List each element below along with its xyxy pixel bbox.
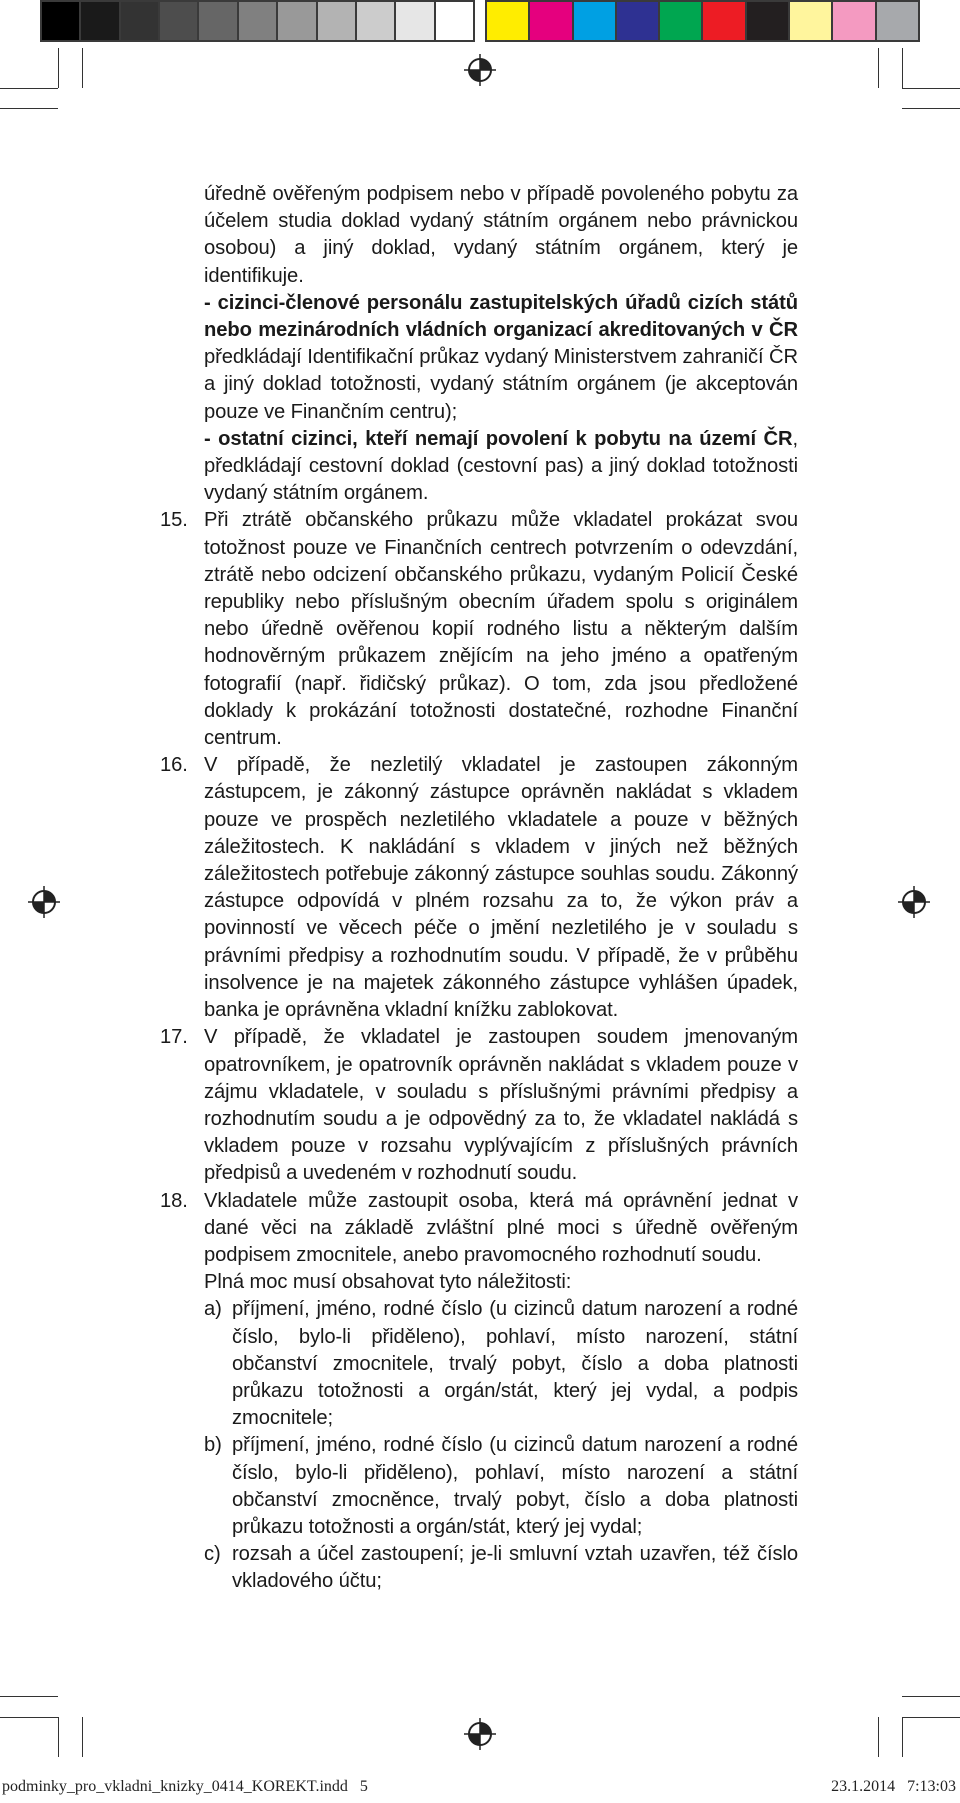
gray-swatch <box>239 2 278 40</box>
crop-mark <box>0 1717 58 1718</box>
color-calibration-bar <box>40 0 920 42</box>
gray-swatch <box>436 2 473 40</box>
item-text: V případě, že nezletilý vkladatel je zastoupen zákonným zástupcem, je zákonný zástupce oprávněn nakládat s vkladem pouze ve prospěch nezletilého vkladatele a pouze v běžných záležitostech. K nakládání s vkladem v jiných než běžných záležitostech potřebuje zákonný zástupce souhlas soudu. Zákonný zástupce odpovídá v plném rozsahu za to, že výkon práv a povinností ve věcech péče o jmění nezletilého je v souladu s právními předpisy a rozhodnutím soudu. V případě, že v průběhu insolvence je na majetek zákonného zástupce vyhlášen úpadek, banka je oprávněna vkladní knížku zablokovat. <box>204 754 798 1022</box>
item-number: 15. <box>160 509 188 532</box>
crop-mark <box>0 108 58 109</box>
registration-mark-icon <box>898 886 930 918</box>
poa-item-text: rozsah a účel zastoupení; je-li smluvní vztah uzavřen, též číslo vkladového účtu; <box>232 1543 798 1593</box>
gray-swatch <box>160 2 199 40</box>
crop-mark <box>0 88 58 89</box>
item-number: 16. <box>160 754 188 777</box>
poa-item <box>204 1296 798 1432</box>
color-swatch <box>487 2 530 40</box>
gray-swatch <box>357 2 396 40</box>
crop-mark <box>902 1696 960 1697</box>
item-number: 18. <box>160 1189 188 1212</box>
poa-heading: Plná moc musí obsahovat tyto náležitosti: <box>204 1271 572 1294</box>
poa-item-label: a) <box>204 1298 222 1321</box>
process-colors <box>485 0 920 42</box>
poa-item <box>204 1541 798 1595</box>
list-item <box>160 1024 798 1187</box>
item-text: Vkladatele může zastoupit osoba, která má oprávnění jednat v dané věci na základě zvláštní plné moci s úředně ověřeným podpisem zmocnitele, anebo pravomocného rozhodnutí soudu. <box>204 1189 798 1266</box>
poa-item-label: b) <box>204 1434 222 1457</box>
poa-item-text: příjmení, jméno, rodné číslo (u cizinců datum narození a rodné číslo, bylo-li přiděleno), pohlaví, místo narození, státní občanství zmocnitele, trvalý pobyt, číslo a doba platnosti průkazu totožnosti a orgán/stát, který jej vydal, a podpis zmocnitele; <box>232 1298 798 1430</box>
poa-item <box>204 1432 798 1541</box>
gray-swatch <box>81 2 120 40</box>
bullet-diplomats-text: předkládají Identifikační průkaz vydaný Ministerstvem zahraničí ČR a jiný doklad totožnosti, vydaný státním orgánem (je akceptován pouze ve Finančním centru); <box>204 346 798 423</box>
color-swatch <box>660 2 703 40</box>
crop-mark <box>902 108 960 109</box>
list-item <box>160 752 798 1024</box>
color-swatch <box>703 2 746 40</box>
color-swatch <box>877 2 918 40</box>
crop-mark <box>902 1717 960 1718</box>
bullet-diplomats <box>204 290 798 426</box>
color-swatch <box>790 2 833 40</box>
crop-mark <box>902 48 903 88</box>
bullet-other-bold: - ostatní cizinci, kteří nemají povolení k pobytu na území ČR <box>204 427 793 450</box>
item-text: Při ztrátě občanského průkazu může vkladatel prokázat svou totožnost pouze ve Finančních centrech potvrzením o odevzdání, ztrátě nebo odcizení občanského průkazu, vydaným Policií České republiky nebo příslušným obecním úřadem spolu s originálem nebo úředně ověřenou kopií rodného listu a některým dalším hodnověrným průkazem znějícím na jeho jméno a opatřeným fotografií (např. řidičský průkaz). O tom, zda jsou předložené doklady k prokázání totožnosti dostatečné, rozhodne Finanční centrum. <box>204 509 798 750</box>
crop-mark <box>902 88 960 89</box>
bullet-other-text: , předkládají cestovní doklad (cestovní pas) a jiný doklad totožnosti vydaný státním orgánem. <box>204 427 798 505</box>
color-swatch <box>833 2 876 40</box>
poa-item-label: c) <box>204 1543 221 1566</box>
registration-mark-icon <box>28 886 60 918</box>
bullet-diplomats-bold: - cizinci-členové personálu zastupitelských úřadů cizích států nebo mezinárodních vládních organizací akreditovaných v ČR <box>204 291 798 342</box>
list-item <box>160 507 798 752</box>
slug-filename: podminky_pro_vkladni_knizky_0414_KOREKT.indd 5 <box>2 1778 368 1795</box>
gray-swatch <box>199 2 238 40</box>
registration-mark-icon <box>464 54 496 86</box>
crop-mark <box>878 48 879 88</box>
color-swatch <box>530 2 573 40</box>
item-text: V případě, že vkladatel je zastoupen soudem jmenovaným opatrovníkem, je opatrovník oprávněn nakládat s vkladem pouze v zájmu vkladatele, v souladu s příslušnými právními předpisy a rozhodnutím soudu a je odpovědný za to, že vkladatel nakládá s vkladem pouze v rozsahu vyplývajícím z příslušných právních předpisů a uvedeném v rozhodnutí soudu. <box>204 1026 798 1185</box>
color-swatch <box>574 2 617 40</box>
gray-swatch <box>121 2 160 40</box>
color-swatch <box>747 2 790 40</box>
gray-swatch <box>318 2 357 40</box>
list-item <box>160 1188 798 1596</box>
gray-swatch <box>396 2 435 40</box>
item-number: 17. <box>160 1026 188 1049</box>
bullet-other-foreigners <box>204 426 798 508</box>
registration-mark-icon <box>464 1718 496 1750</box>
crop-mark <box>878 1717 879 1757</box>
gray-swatch <box>42 2 81 40</box>
color-swatch <box>617 2 660 40</box>
crop-mark <box>82 1717 83 1757</box>
intro-paragraph: úředně ověřeným podpisem nebo v případě povoleného pobytu za účelem studia doklad vydaný státním orgánem nebo právnickou osobou) a jiný doklad, vydaný státním orgánem, který je identifikuje. <box>204 183 798 287</box>
gray-swatch <box>278 2 317 40</box>
poa-item-text: příjmení, jméno, rodné číslo (u cizinců datum narození a rodné číslo, bylo-li přiděleno), pohlaví, místo narození a státní občanství zmocněnce, trvalý pobyt, číslo a doba platnosti průkazu totožnosti a orgán/stát, který jej vydal; <box>232 1434 798 1538</box>
crop-mark <box>58 1717 59 1757</box>
slug-timestamp: 23.1.2014 7:13:03 <box>831 1778 956 1795</box>
crop-mark <box>58 48 59 88</box>
gray-ramp <box>40 0 475 42</box>
crop-mark <box>0 1696 58 1697</box>
document-body <box>160 181 798 1596</box>
crop-mark <box>902 1717 903 1757</box>
crop-mark <box>82 48 83 88</box>
